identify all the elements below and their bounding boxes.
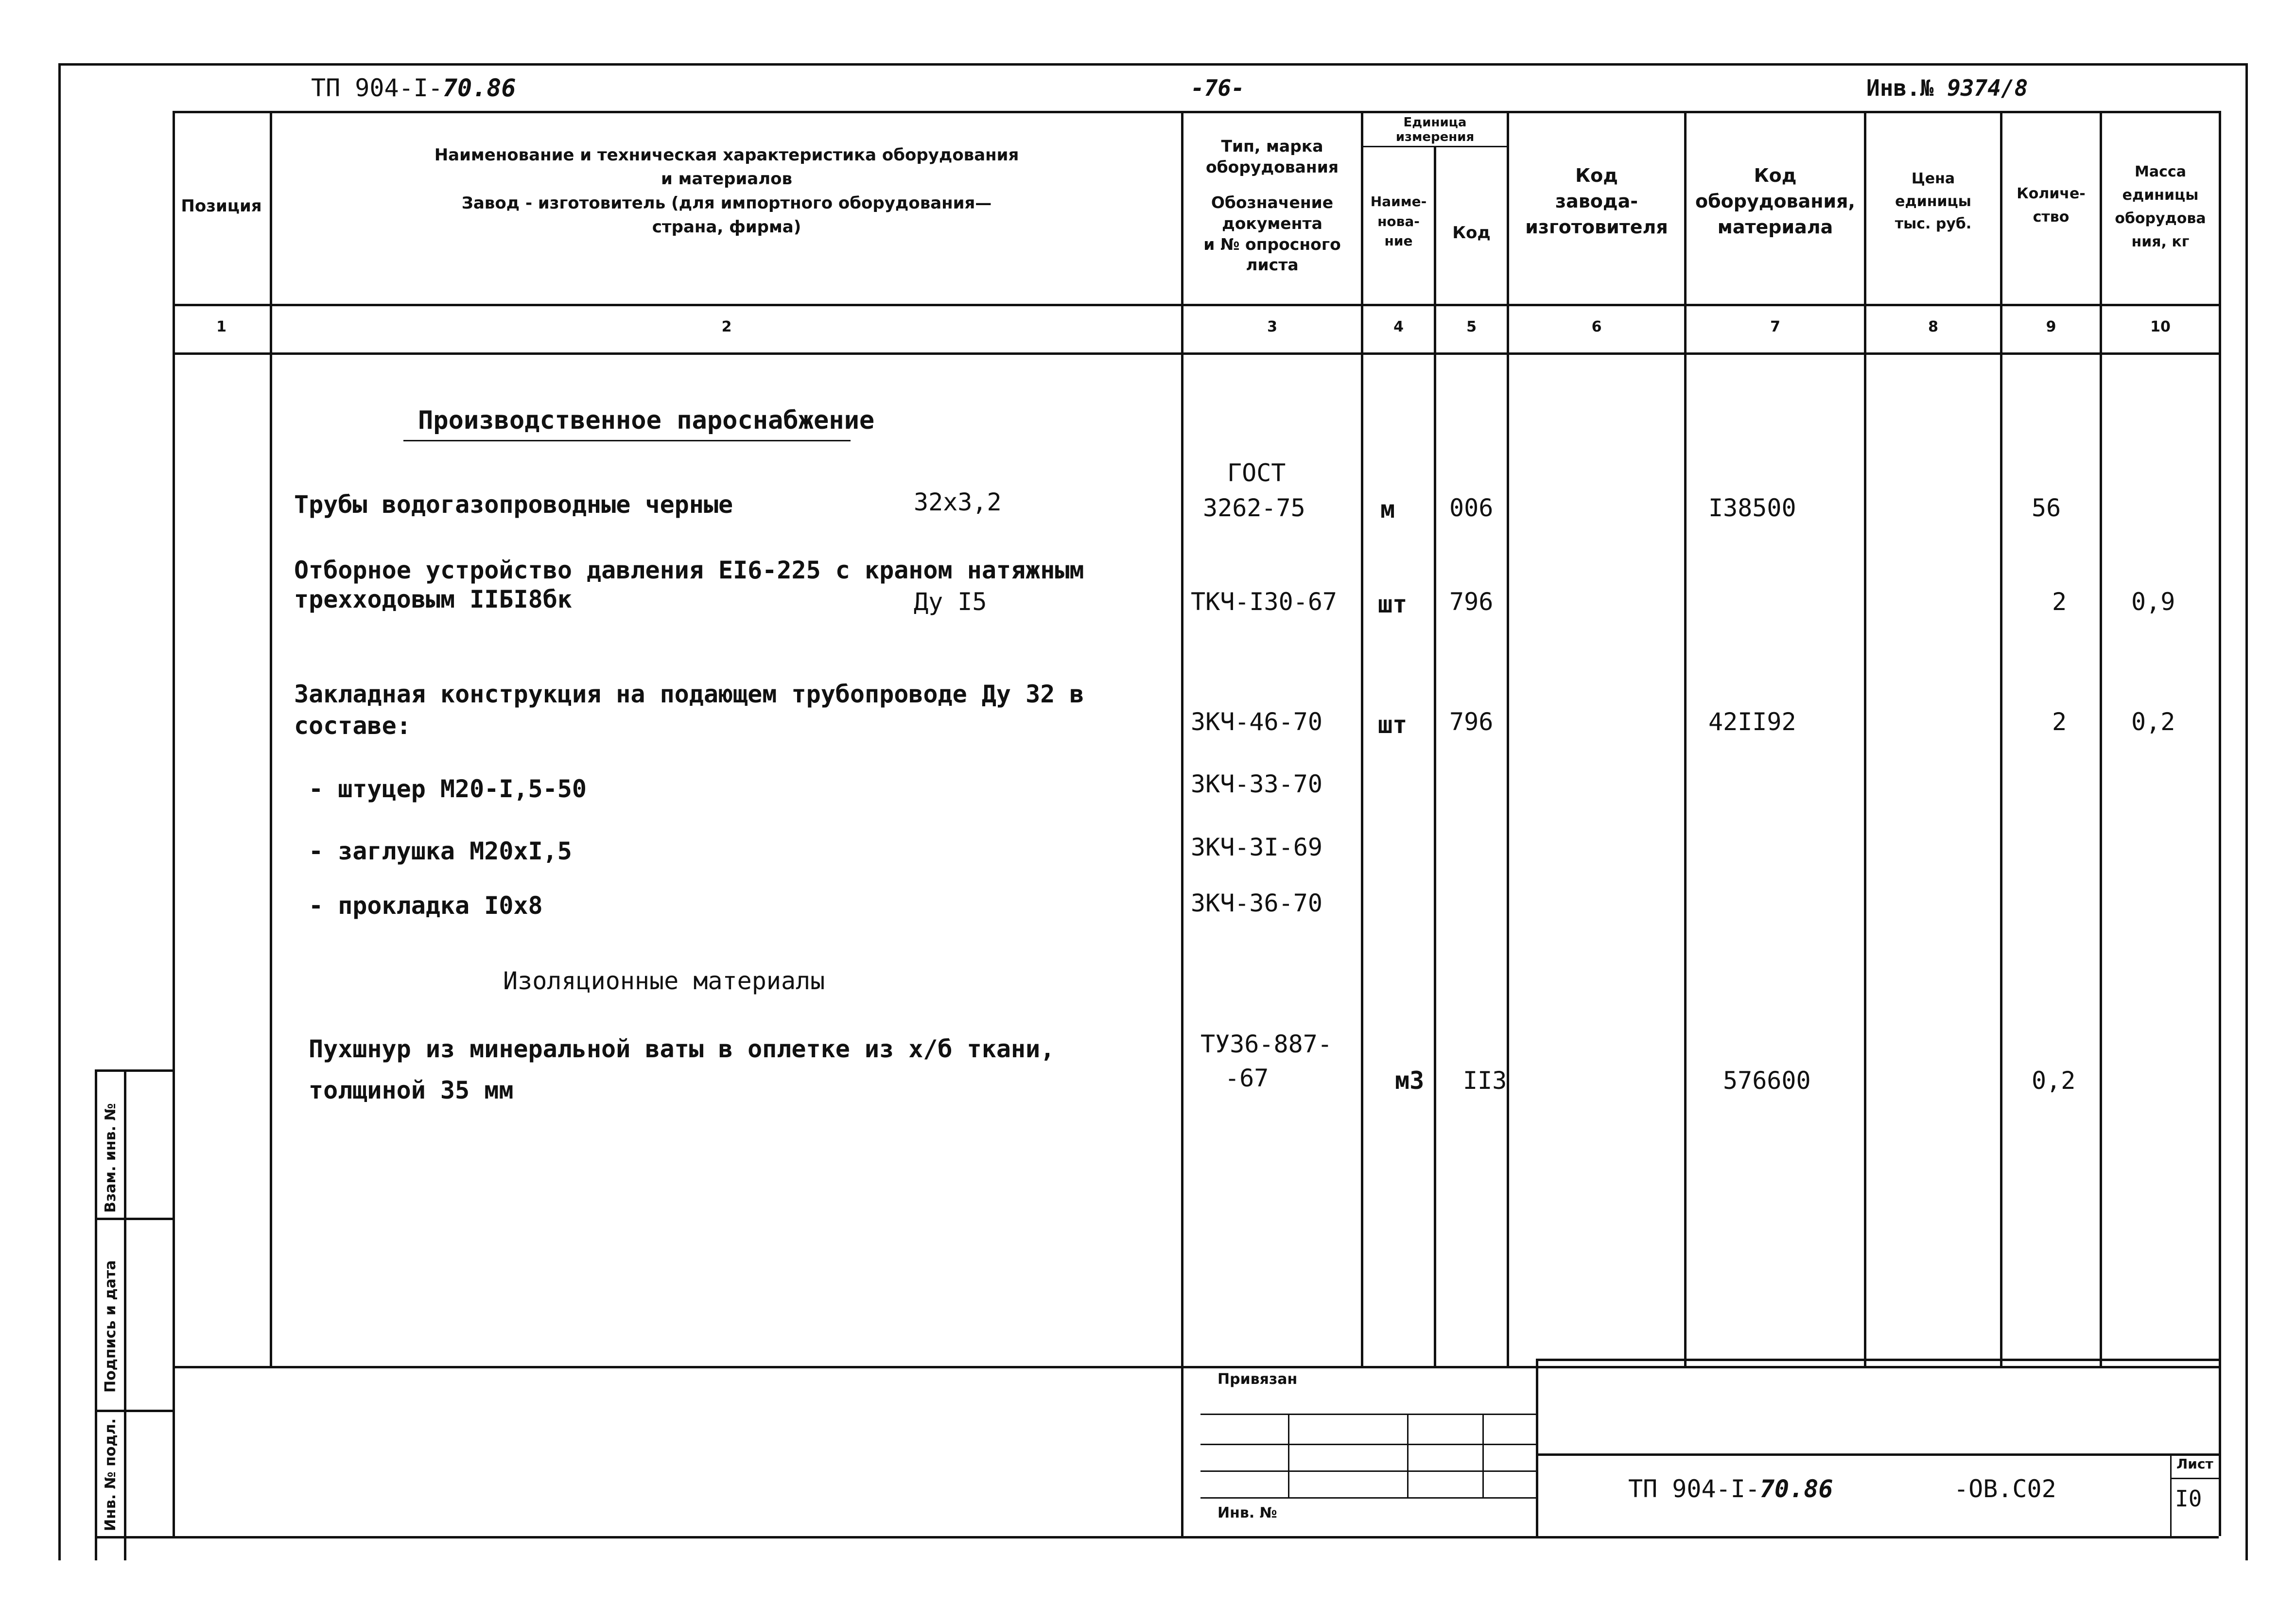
stamp-sheet-number: I0 [2175,1486,2202,1512]
page-number: -76- [1191,75,1245,101]
col-number-7: 7 [1770,318,1780,335]
item-insulation-code: II3 [1463,1066,1507,1095]
doc-code-top: ТП 904-I-70.86 [311,74,516,102]
item-sampler-unit: шт [1378,590,1408,618]
col-header-price: Цена единицы тыс. руб. [1895,170,1972,232]
item-sampler-code: 796 [1449,588,1494,616]
col-number-9: 9 [2046,318,2056,335]
item-pipes-type-2: 3262-75 [1203,494,1305,522]
col-number-6: 6 [1591,318,1602,335]
col-line-7 [1864,111,1866,1366]
inventory-number: Инв.№ 9374/8 [1866,75,2028,101]
col-header-maker-code: Код завода- изготовителя [1525,165,1668,238]
stamp-attached-label: Привязан [1218,1371,1298,1388]
item-plug-type: ЗКЧ-3I-69 [1191,833,1322,861]
table-bottom-line [173,1536,2219,1538]
side-strip-sep-2 [95,1410,173,1412]
item-pipes-qty: 56 [2032,494,2061,522]
col-number-5: 5 [1466,318,1477,335]
item-pipes-equip-code: I38500 [1708,494,1796,522]
header-bottom-line [173,304,2219,306]
col-number-2: 2 [721,318,732,335]
side-strip-bottom [95,1536,173,1538]
item-fitting-name: - штуцер М20-I,5-50 [309,775,587,803]
section-title-underline [403,440,851,441]
col-line-9 [2100,111,2102,1366]
subsection-title: Изоляционные материалы [503,967,825,995]
body-bottom-line [173,1366,2219,1368]
item-insulation-type-2: -67 [1225,1064,1269,1092]
side-strip-mid [124,1069,126,1560]
item-sampler-size: Ду I5 [914,588,987,616]
item-embedded-type: ЗКЧ-46-70 [1191,708,1322,736]
table-top-line [173,111,2219,113]
item-gasket-type: ЗКЧ-36-70 [1191,889,1322,917]
item-insulation-equip-code: 576600 [1723,1066,1811,1095]
stamp-doc-line [1536,1453,2219,1456]
stamp-grid-v1 [1288,1414,1289,1497]
item-insulation-qty: 0,2 [2032,1066,2076,1095]
numbers-bottom-line [173,352,2219,355]
col-line-5 [1507,111,1509,1366]
col-line-1 [270,111,272,1366]
item-sampler-name-2: трехходовым IIБI8бк [294,585,572,613]
item-embedded-name-2: составе: [294,712,411,740]
col-number-3: 3 [1267,318,1277,335]
stamp-doc-suffix: -ОВ.С02 [1954,1475,2056,1503]
item-embedded-mass: 0,2 [2131,708,2175,736]
col-header-position: Позиция [181,196,262,216]
col-header-unit-group: Единица измерения [1395,115,1475,144]
side-strip-left [95,1069,97,1560]
item-pipes-name: Трубы водогазопроводные черные [294,490,733,519]
stamp-grid-v3 [1482,1414,1484,1497]
section-title: Производственное пароснабжение [418,406,875,435]
col-line-10 [2219,111,2221,1536]
item-sampler-qty: 2 [2052,588,2067,616]
stamp-divider [1536,1359,1538,1536]
item-sampler-name-1: Отборное устройство давления ЕI6-225 с краном натяжным [294,556,1084,584]
item-pipes-size: 32х3,2 [914,488,1002,516]
item-insulation-name-2: толщиной 35 мм [309,1076,514,1104]
col-header-type: Тип, марка оборудования Обозначение документа и № опросного листа [1203,137,1341,275]
stamp-grid-h4 [1200,1497,1536,1499]
item-embedded-qty: 2 [2052,708,2067,736]
item-pipes-type-1: ГОСТ [1227,459,1286,487]
item-embedded-name-1: Закладная конструкция на подающем трубопроводе Ду 32 в [294,680,1084,708]
stamp-grid-h3 [1200,1470,1536,1472]
item-embedded-equip-code: 42II92 [1708,708,1796,736]
item-insulation-name-1: Пухшнур из минеральной ваты в оплетке из х/б ткани, [309,1035,1055,1063]
item-sampler-type: ТКЧ-I30-67 [1191,588,1338,616]
stamp-grid-h2 [1200,1444,1536,1445]
col-header-mass: Масса единицы оборудова ния, кг [2115,163,2206,250]
frame-top-line [58,63,2245,66]
col-number-10: 10 [2150,318,2171,335]
stamp-sheet-line [2170,1478,2219,1479]
col-header-qty: Количе- ство [2017,185,2086,226]
stamp-grid-v2 [1407,1414,1409,1497]
col-header-unit-name: Наиме- нова- ние [1370,193,1427,249]
col-line-6 [1684,111,1687,1366]
side-label-replace: Взам. инв. № [102,1103,119,1213]
col-number-1: 1 [216,318,226,335]
item-insulation-unit: м3 [1395,1066,1425,1095]
col-line-3 [1361,111,1363,1366]
item-sampler-mass: 0,9 [2131,588,2175,616]
col-header-equip-code: Код оборудования, материала [1695,165,1855,238]
item-embedded-code: 796 [1449,708,1494,736]
item-fitting-type: ЗКЧ-33-70 [1191,770,1322,798]
item-pipes-unit: м [1380,495,1395,524]
item-embedded-unit: шт [1378,711,1408,739]
item-insulation-type-1: ТУ36-887- [1200,1030,1332,1058]
frame-right-line [2245,63,2248,1560]
stamp-doc-code: ТП 904-I-70.86 [1628,1475,1833,1503]
col-header-name: Наименование и техническая характеристика оборудования и материалов Завод - изготовитель (для импортного оборудования— страна, фирма) [434,145,1019,237]
stamp-sheet-label: Лист [2176,1456,2213,1472]
item-pipes-code: 006 [1449,494,1494,522]
stamp-sheet-divider [2170,1453,2172,1536]
stamp-grid-h1 [1200,1414,1536,1415]
side-label-signature: Подпись и дата [102,1260,119,1393]
col-line-8 [2000,111,2002,1366]
stamp-top-line [1536,1359,2219,1361]
side-strip-sep-1 [95,1218,173,1220]
side-strip-top [95,1069,173,1072]
item-gasket-name: - прокладка I0х8 [309,891,543,920]
col-number-4: 4 [1393,318,1404,335]
side-label-original: Инв. № подл. [102,1418,119,1531]
stamp-inv-label: Инв. № [1218,1504,1277,1521]
item-plug-name: - заглушка М20хI,5 [309,837,572,865]
frame-left-line [58,63,61,1560]
col-number-8: 8 [1928,318,1938,335]
col-header-unit-code: Код [1452,223,1491,243]
